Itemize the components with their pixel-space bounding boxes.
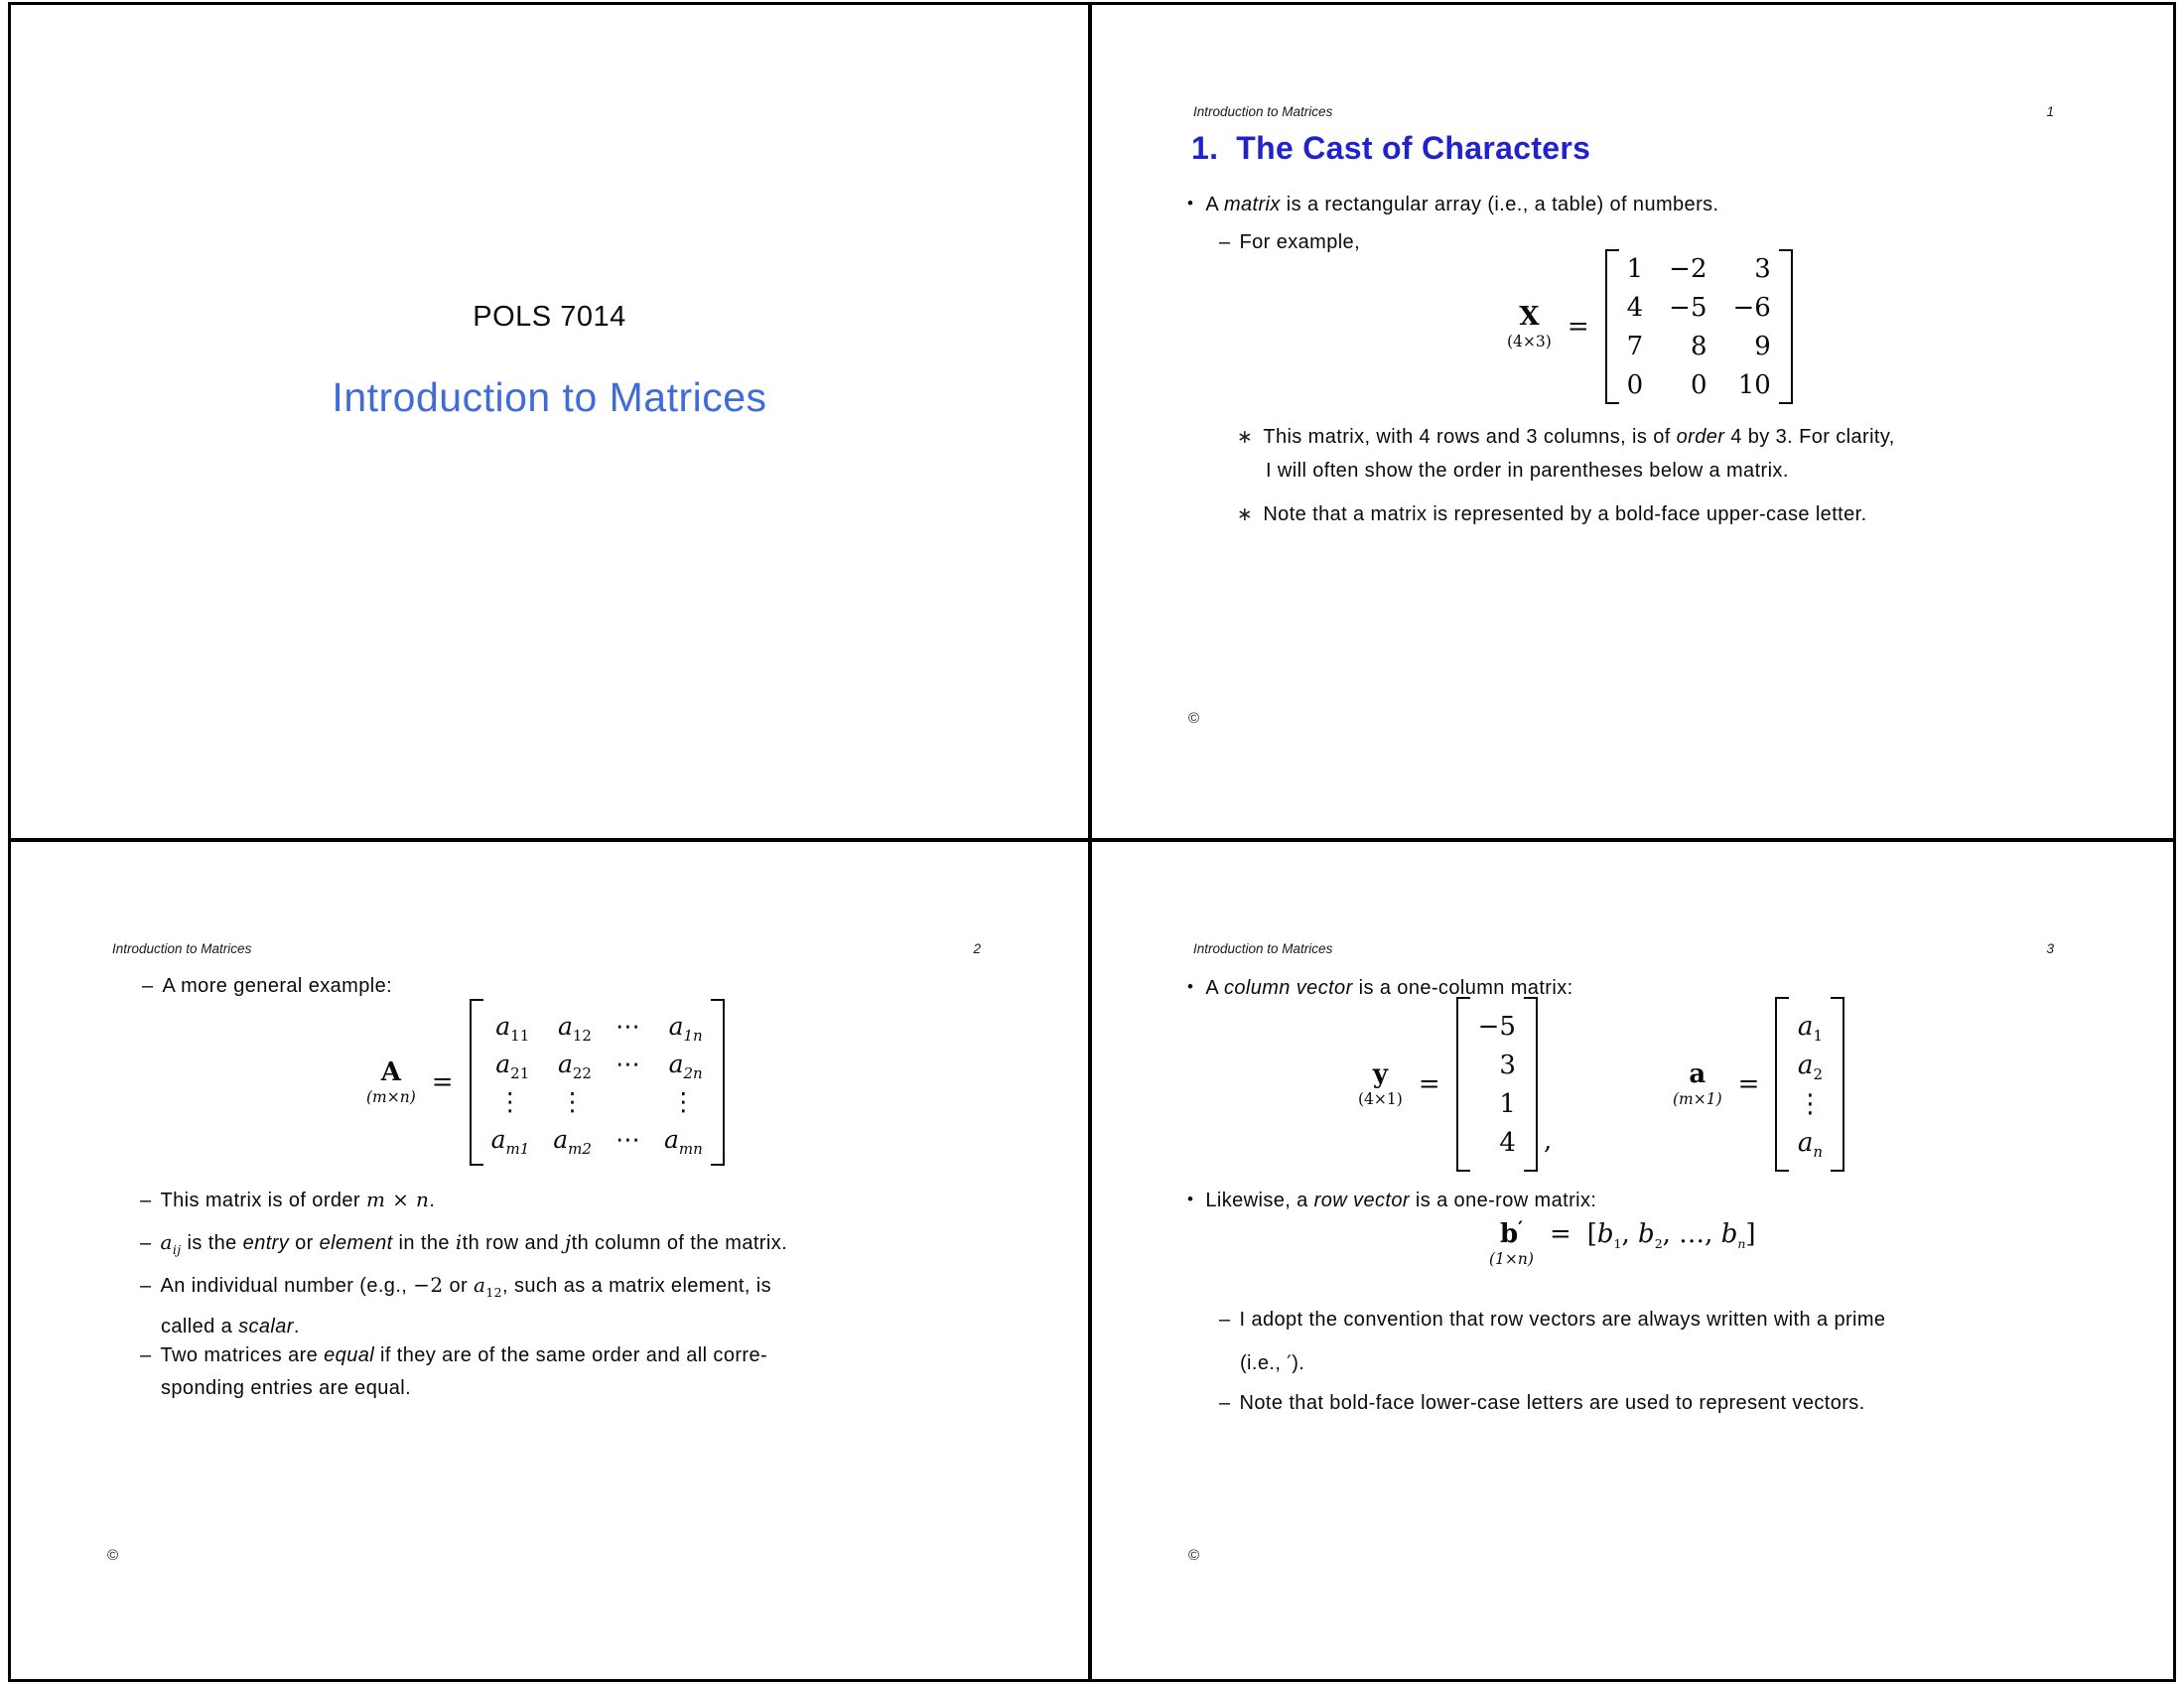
matrix-cell: 8 bbox=[1690, 331, 1707, 361]
dash-icon: – bbox=[1219, 1309, 1231, 1331]
matrix-x-display bbox=[1507, 249, 1793, 404]
subitem-prime-line1: – I adopt the convention that row vectors are always written with a prime bbox=[1219, 1309, 1886, 1331]
subitem-for-example: – For example, bbox=[1219, 231, 1361, 253]
right-bracket bbox=[1524, 997, 1538, 1172]
slide-2-cast-of-characters bbox=[1092, 5, 2173, 842]
subitem-general-example: – A more general example: bbox=[142, 975, 393, 997]
a-vector-display bbox=[1673, 997, 1844, 1172]
vector-entries bbox=[1470, 1002, 1524, 1168]
staritem-order-line2: I will often show the order in parentheses below a matrix. bbox=[1266, 460, 1789, 482]
vdots: ⋮ bbox=[1797, 1088, 1824, 1119]
bullet-icon: • bbox=[1187, 977, 1194, 996]
course-code: POLS 7014 bbox=[473, 301, 626, 333]
vector-cell: $a_n$ bbox=[1797, 1127, 1824, 1161]
section-number: 1. bbox=[1191, 130, 1219, 166]
page-number: 2 bbox=[973, 941, 981, 956]
vector-order: (m×1) bbox=[1673, 1090, 1722, 1109]
section-heading bbox=[1191, 130, 1590, 167]
matrix-cell: $a_{12}$ bbox=[557, 1011, 592, 1045]
bullet-icon: • bbox=[1187, 1190, 1194, 1208]
matrix-cell: $a_{21}$ bbox=[495, 1049, 530, 1082]
section-title: The Cast of Characters bbox=[1236, 130, 1591, 166]
page-number: 1 bbox=[2046, 104, 2054, 119]
matrix-cell: 0 bbox=[1690, 369, 1707, 400]
matrix-cell: −6 bbox=[1732, 292, 1771, 323]
slide-4-vectors bbox=[1092, 842, 2173, 1679]
star-icon: ∗ bbox=[1237, 427, 1254, 448]
vector-label bbox=[1358, 1058, 1403, 1109]
prime-mark: ′ bbox=[1518, 1218, 1523, 1239]
matrix-cell: $a_{1n}$ bbox=[668, 1011, 703, 1045]
vector-label bbox=[1673, 1058, 1722, 1109]
vector-entries bbox=[1789, 1002, 1831, 1168]
subitem-scalar-line2: called a scalar. bbox=[161, 1316, 300, 1337]
vector-cell: −5 bbox=[1477, 1011, 1516, 1042]
comma: , bbox=[1543, 1126, 1553, 1156]
matrix-entries bbox=[483, 1002, 711, 1164]
running-header: Introduction to Matrices bbox=[1193, 941, 1333, 956]
copyright-mark: © bbox=[107, 1547, 119, 1564]
vdots: ⋮ bbox=[670, 1086, 696, 1116]
equals-sign: = bbox=[1737, 1069, 1760, 1099]
dash-icon: – bbox=[140, 1232, 152, 1254]
page-number: 3 bbox=[2046, 941, 2054, 956]
y-vector-display bbox=[1358, 997, 1552, 1172]
right-bracket bbox=[711, 999, 725, 1166]
equals-sign: = bbox=[1418, 1069, 1440, 1099]
matrix-cell: $a_{22}$ bbox=[557, 1049, 592, 1082]
vector-label bbox=[1489, 1219, 1534, 1268]
vector-order: (4×1) bbox=[1358, 1090, 1403, 1109]
subitem-entry-element: – $a_{ij}$ is the entry or element in the ith row and jth column of the matrix. bbox=[140, 1230, 788, 1257]
copyright-mark: © bbox=[1188, 710, 1200, 727]
dash-icon: – bbox=[140, 1190, 152, 1211]
equals-sign: = bbox=[1549, 1219, 1571, 1249]
running-header: Introduction to Matrices bbox=[1193, 104, 1333, 119]
left-bracket bbox=[470, 999, 483, 1166]
dash-icon: – bbox=[1219, 231, 1231, 253]
vector-order: (1×n) bbox=[1489, 1250, 1534, 1269]
matrix-order: (4×3) bbox=[1507, 333, 1552, 352]
staritem-order-line1: ∗ This matrix, with 4 rows and 3 columns, is of order 4 by 3. For clarity, bbox=[1237, 426, 1895, 448]
deck-title: Introduction to Matrices bbox=[332, 374, 767, 420]
matrix-cell: 10 bbox=[1737, 369, 1771, 400]
vector-cell: 3 bbox=[1499, 1050, 1516, 1080]
matrix-label bbox=[366, 1056, 416, 1107]
matrix-cell: $a_{2n}$ bbox=[668, 1049, 703, 1082]
vector-symbol: b′ bbox=[1499, 1218, 1523, 1249]
vector-symbol: a bbox=[1689, 1058, 1706, 1089]
matrix-cell: 0 bbox=[1626, 369, 1644, 400]
matrix-cell: $a_{mn}$ bbox=[663, 1124, 703, 1158]
matrix-cell: $a_{11}$ bbox=[495, 1011, 530, 1045]
left-bracket bbox=[1456, 997, 1470, 1172]
matrix-cell: −2 bbox=[1669, 253, 1707, 284]
vector-cell: $a_1$ bbox=[1797, 1011, 1823, 1045]
matrix-order: (m×n) bbox=[366, 1088, 416, 1107]
bullet-row-vector: • Likewise, a row vector is a one-row matrix: bbox=[1187, 1190, 1597, 1211]
slide-3-general-example bbox=[11, 842, 1092, 1679]
matrix-cell: 7 bbox=[1626, 331, 1644, 361]
hdots: ⋯ bbox=[614, 1011, 640, 1041]
matrix-cell: 4 bbox=[1626, 292, 1644, 323]
star-icon: ∗ bbox=[1237, 504, 1254, 525]
left-bracket bbox=[1775, 997, 1789, 1172]
left-bracket bbox=[1605, 249, 1619, 404]
bullet-icon: • bbox=[1187, 194, 1194, 212]
matrix-label bbox=[1507, 301, 1552, 352]
dash-icon: – bbox=[1219, 1392, 1231, 1414]
matrix-symbol: A bbox=[380, 1056, 401, 1087]
matrix-a-display bbox=[366, 999, 725, 1166]
vector-cell: 1 bbox=[1499, 1088, 1516, 1119]
matrix-cell: 1 bbox=[1626, 253, 1644, 284]
subitem-order: – This matrix is of order m × n. bbox=[140, 1188, 436, 1211]
dash-icon: – bbox=[142, 975, 154, 997]
equals-sign: = bbox=[431, 1067, 454, 1097]
staritem-boldface: ∗ Note that a matrix is represented by a bold-face upper-case letter. bbox=[1237, 503, 1867, 525]
right-bracket bbox=[1831, 997, 1844, 1172]
vector-symbol: y bbox=[1372, 1058, 1388, 1089]
right-bracket bbox=[1779, 249, 1793, 404]
hdots: ⋯ bbox=[614, 1124, 640, 1154]
running-header: Introduction to Matrices bbox=[112, 941, 252, 956]
copyright-mark: © bbox=[1188, 1547, 1200, 1564]
hdots: ⋯ bbox=[614, 1049, 640, 1078]
subitem-equal-line1: – Two matrices are equal if they are of the same order and all corre- bbox=[140, 1344, 768, 1366]
equals-sign: = bbox=[1567, 312, 1589, 342]
vdots: ⋮ bbox=[560, 1086, 586, 1116]
vector-cell: 4 bbox=[1499, 1127, 1516, 1158]
subitem-prime-line2: (i.e., ′). bbox=[1240, 1350, 1305, 1374]
subitem-boldface-lowercase: – Note that bold-face lower-case letters are used to represent vectors. bbox=[1219, 1392, 1865, 1414]
matrix-cell: −5 bbox=[1669, 292, 1707, 323]
b-row-vector-display bbox=[1489, 1219, 1756, 1268]
bullet-column-vector: • A column vector is a one-column matrix: bbox=[1187, 977, 1573, 999]
slide-1-title bbox=[11, 5, 1092, 842]
vector-cell: $a_2$ bbox=[1797, 1050, 1823, 1083]
subitem-equal-line2: sponding entries are equal. bbox=[161, 1377, 412, 1399]
row-vector-entries: [$b_1$, $b_2$, …, $b_n$] bbox=[1586, 1219, 1756, 1252]
matrix-cell: 9 bbox=[1754, 331, 1771, 361]
dash-icon: – bbox=[140, 1275, 152, 1297]
matrix-cell: $a_{m1}$ bbox=[490, 1124, 530, 1158]
matrix-cell: $a_{m2}$ bbox=[553, 1124, 592, 1158]
subitem-scalar-line1: – An individual number (e.g., −2 or $a_{12}$, such as a matrix element, is bbox=[140, 1273, 772, 1300]
matrix-entries bbox=[1619, 244, 1779, 410]
matrix-symbol: X bbox=[1519, 301, 1540, 332]
matrix-cell: 3 bbox=[1754, 253, 1771, 284]
vdots: ⋮ bbox=[497, 1086, 523, 1116]
bullet-matrix-definition: • A matrix is a rectangular array (i.e., a table) of numbers. bbox=[1187, 194, 1719, 215]
slides-grid bbox=[8, 2, 2176, 1682]
dash-icon: – bbox=[140, 1344, 152, 1366]
